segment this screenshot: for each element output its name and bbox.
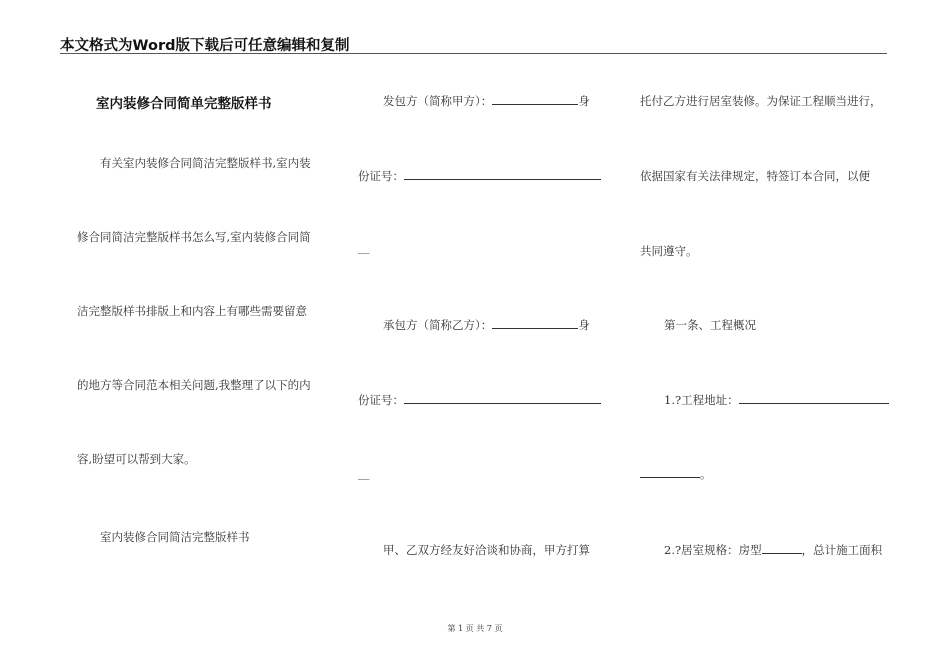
col3-line-1: 托付乙方进行居室装修。为保证工程顺当进行，: [640, 94, 882, 108]
id-label-a: 份证号：: [358, 169, 404, 183]
id-blank-b: [404, 392, 601, 404]
party-b-suffix: 身: [578, 318, 590, 332]
party-a-label: 发包方（简称甲方）：: [383, 94, 493, 108]
page-header-title: 本文格式为Word版下载后可任意编辑和复制: [60, 38, 350, 54]
intro-line-5: 容,盼望可以帮到大家。: [77, 452, 196, 466]
page-footer: 第 1 页 共 7 页: [447, 624, 503, 633]
party-b-line: [383, 317, 590, 333]
dash-a: __: [358, 240, 370, 254]
room-spec-suffix: ，总计施工面积: [801, 543, 883, 557]
intro-line-3: 洁完整版样书排版上和内容上有哪些需要留意: [77, 304, 307, 318]
header-rule: [60, 53, 887, 54]
dash-b: __: [358, 466, 370, 480]
col3-line-2: 依据国家有关法律规定，特签订本合同，以便: [640, 169, 870, 183]
address-label: 1.?工程地址：: [664, 393, 739, 407]
article-1-heading: 第一条、工程概况: [664, 318, 756, 332]
room-spec-prefix: 2.?居室规格：房型: [664, 543, 762, 557]
document-title: 室内装修合同简单完整版样书: [96, 96, 272, 112]
address-line: [664, 392, 889, 408]
party-a-blank: [492, 93, 578, 105]
address-blank: [739, 392, 889, 404]
party-b-id-line: [358, 392, 601, 408]
intro-line-2: 修合同简洁完整版样书怎么写,室内装修合同简: [77, 230, 311, 244]
col3-line-3: 共同遵守。: [640, 244, 698, 258]
room-spec-line: [664, 542, 882, 558]
address-blank-2: [640, 466, 700, 478]
id-blank-a: [404, 168, 601, 180]
intro-line-4: 的地方等合同范本相关问题,我整理了以下的内: [77, 378, 311, 392]
party-a-line: [383, 93, 590, 109]
section-subtitle: 室内装修合同简洁完整版样书: [100, 530, 250, 544]
party-a-id-line: [358, 168, 601, 184]
party-b-blank: [492, 317, 578, 329]
negotiation-line: 甲、乙双方经友好洽谈和协商，甲方打算: [383, 543, 590, 557]
intro-line-1: 有关室内装修合同简洁完整版样书,室内装: [100, 156, 311, 170]
party-b-label: 承包方（简称乙方）：: [383, 318, 493, 332]
party-a-suffix: 身: [578, 94, 590, 108]
address-end: 。: [700, 467, 712, 481]
id-label-b: 份证号：: [358, 393, 404, 407]
room-type-blank: [762, 542, 802, 554]
address-continuation: [640, 466, 712, 482]
